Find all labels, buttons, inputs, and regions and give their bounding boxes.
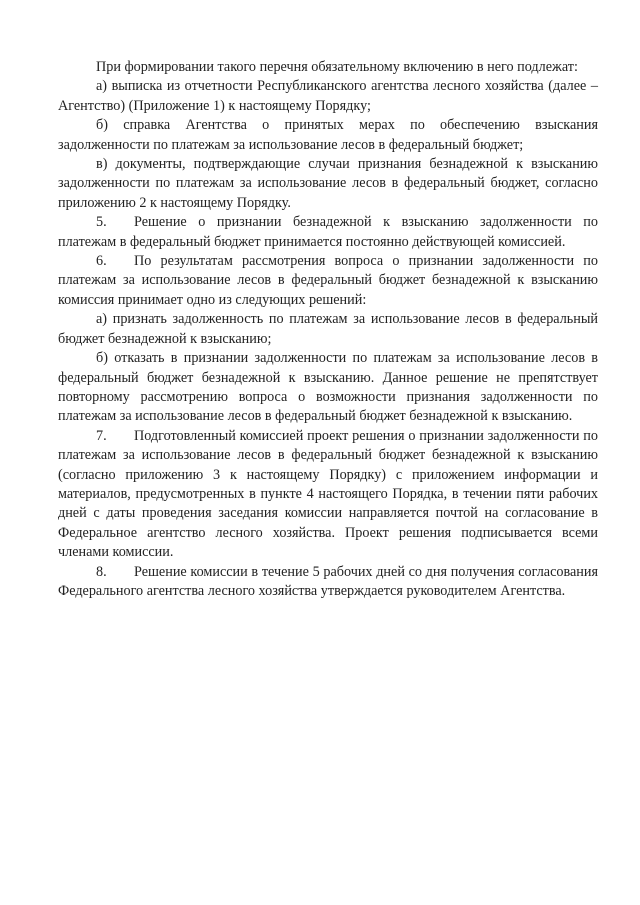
item-8-number: 8. (96, 563, 107, 580)
paragraph-b: б) справка Агентства о принятых мерах по обеспечению взыскания задолженности по платежам за использование лесов в федеральный бюджет; (58, 117, 598, 153)
paragraph-v: в) документы, подтверждающие случаи признания безнадежной к взысканию задолженности по платежам за использование лесов в федеральный бюджет, согласно приложению 2 к настоящему Порядку. (58, 156, 598, 211)
paragraph-intro: При формировании такого перечня обязательному включению в него подлежат: (96, 59, 578, 75)
item-6 (58, 252, 598, 310)
item-7 (58, 427, 598, 563)
item-6-text: По результатам рассмотрения вопроса о признании задолженности по платежам за использование лесов в федеральный бюджет безнадежной к взысканию комиссия принимает одно из следующих решений: (58, 253, 598, 308)
item-7-number: 7. (96, 427, 107, 444)
item-6-number: 6. (96, 253, 107, 270)
item-8-text: Решение комиссии в течение 5 рабочих дней со дня получения согласования Федерального агентства лесного хозяйства утверждается руководителем Агентства. (58, 563, 598, 599)
paragraph-a: а) выписка из отчетности Республиканского агентства лесного хозяйства (далее – Агентство) (Приложение 1) к настоящему Порядку; (58, 78, 598, 114)
item-5-text: Решение о признании безнадежной к взысканию задолженности по платежам в федеральный бюджет принимается постоянно действующей комиссией. (58, 214, 598, 250)
item-5-number: 5. (96, 214, 107, 231)
paragraph-6-a: а) признать задолженность по платежам за использование лесов в федеральный бюджет безнадежной к взысканию; (58, 311, 598, 347)
item-8 (58, 563, 598, 602)
paragraph-6-b: б) отказать в признании задолженности по платежам за использование лесов в федеральный бюджет безнадежной к взысканию. Данное решение не препятствует повторному рассмотрению вопроса о возможности признания задолженности по платежам за использование лесов в федеральный бюджет безнадежной к взысканию. (58, 350, 598, 425)
item-7-text: Подготовленный комиссией проект решения о признании задолженности по платежам за использование лесов в федеральный бюджет безнадежной к взысканию (согласно приложению 3 к настоящему Порядку) с приложением информации и материалов, предусмотренных в пункте 4 настоящего Порядка, в течении пяти рабочих дней с даты проведения заседания комиссии направляется почтой на согласование в Федеральное агентство лесного хозяйства. Проект решения подписывается всеми членами комиссии. (58, 427, 598, 561)
item-5 (58, 213, 598, 252)
document-page (58, 58, 598, 601)
